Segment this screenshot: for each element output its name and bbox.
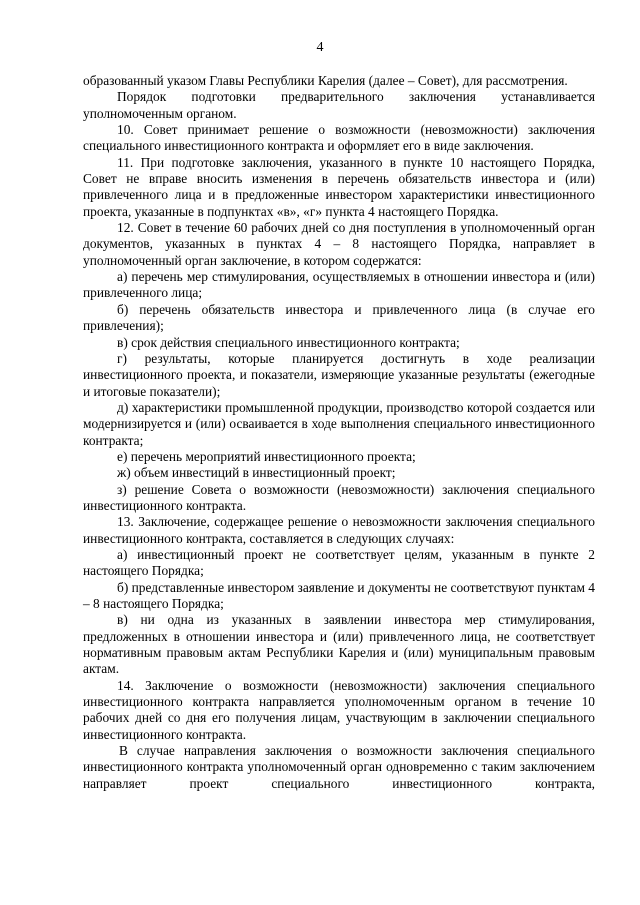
paragraph-item-13-v: в) ни одна из указанных в заявлении инвестора мер стимулирования, предложенных в отношении инвестора и (или) привлеченного лица, не соответствует нормативным правовым актам Республики Карелия и (или) муниципальным правовым актам. bbox=[83, 612, 595, 677]
document-body bbox=[83, 73, 595, 792]
paragraph-item-12-e: е) перечень мероприятий инвестиционного проекта; bbox=[117, 448, 416, 464]
paragraph-item-11: 11. При подготовке заключения, указанного в пункте 10 настоящего Порядка, Совет не вправе вносить изменения в перечень обязательств инвестора и (или) привлеченного лица и в предложенные инвестором характеристики инвестиционного проекта, указанные в подпунктах «в», «г» пункта 4 настоящего Порядка. bbox=[83, 154, 595, 219]
paragraph-item-12-g: г) результаты, которые планируется достигнуть в ходе реализации инвестиционного проекта, и показатели, измеряющие указанные результаты (ежегодные и итоговые показатели); bbox=[83, 350, 595, 399]
paragraph-item-12-z: з) решение Совета о возможности (невозможности) заключения специального инвестиционного контракта. bbox=[83, 481, 595, 513]
paragraph-item-12-zh: ж) объем инвестиций в инвестиционный проект; bbox=[117, 465, 396, 481]
paragraph-item-12: 12. Совет в течение 60 рабочих дней со дня поступления в уполномоченный орган документов, указанных в пунктах 4 – 8 настоящего Порядка, направляет в уполномоченный орган заключение, в котором содержатся: bbox=[83, 220, 595, 268]
paragraph-item-13: 13. Заключение, содержащее решение о невозможности заключения специального инвестиционного контракта, составляется в следующих случаях: bbox=[83, 514, 595, 546]
paragraph-item-13-b: б) представленные инвестором заявление и документы не соответствуют пунктам 4 – 8 настоящего Порядка; bbox=[83, 579, 595, 611]
paragraph-item-12-b: б) перечень обязательств инвестора и привлеченного лица (в случае его привлечения); bbox=[83, 301, 595, 334]
page-number: 4 bbox=[316, 40, 324, 55]
paragraph-preliminary-procedure: Порядок подготовки предварительного заключения устанавливается уполномоченным органом. bbox=[83, 89, 595, 121]
paragraph-item-12-a: а) перечень мер стимулирования, осуществляемых в отношении инвестора и (или) привлеченного лица; bbox=[83, 269, 595, 301]
paragraph-item-13-a: а) инвестиционный проект не соответствует целям, указанным в пункте 2 настоящего Порядка; bbox=[83, 546, 595, 579]
paragraph-item-14: 14. Заключение о возможности (невозможности) заключения специального инвестиционного контракта направляется уполномоченным органом в течение 10 рабочих дней со дня его получения лицам, участвующим в заключении специального инвестиционного контракта. bbox=[83, 677, 595, 742]
paragraph-item-12-d: д) характеристики промышленной продукции, производство которой создается или модернизируется и (или) осваивается в ходе выполнения специального инвестиционного контракта; bbox=[83, 399, 595, 448]
paragraph-council-continuation: образованный указом Главы Республики Карелия (далее – Совет), для рассмотрения. bbox=[83, 73, 568, 88]
paragraph-item-10: 10. Совет принимает решение о возможности (невозможности) заключения специального инвестиционного контракта и оформляет его в виде заключения. bbox=[83, 122, 595, 154]
paragraph-item-14-continuation: В случае направления заключения о возможности заключения специального инвестиционного контракта уполномоченный орган одновременно с таким заключением направляет проект специального инвестиционного контракта, bbox=[83, 743, 595, 791]
paragraph-item-12-v: в) срок действия специального инвестиционного контракта; bbox=[117, 334, 460, 350]
